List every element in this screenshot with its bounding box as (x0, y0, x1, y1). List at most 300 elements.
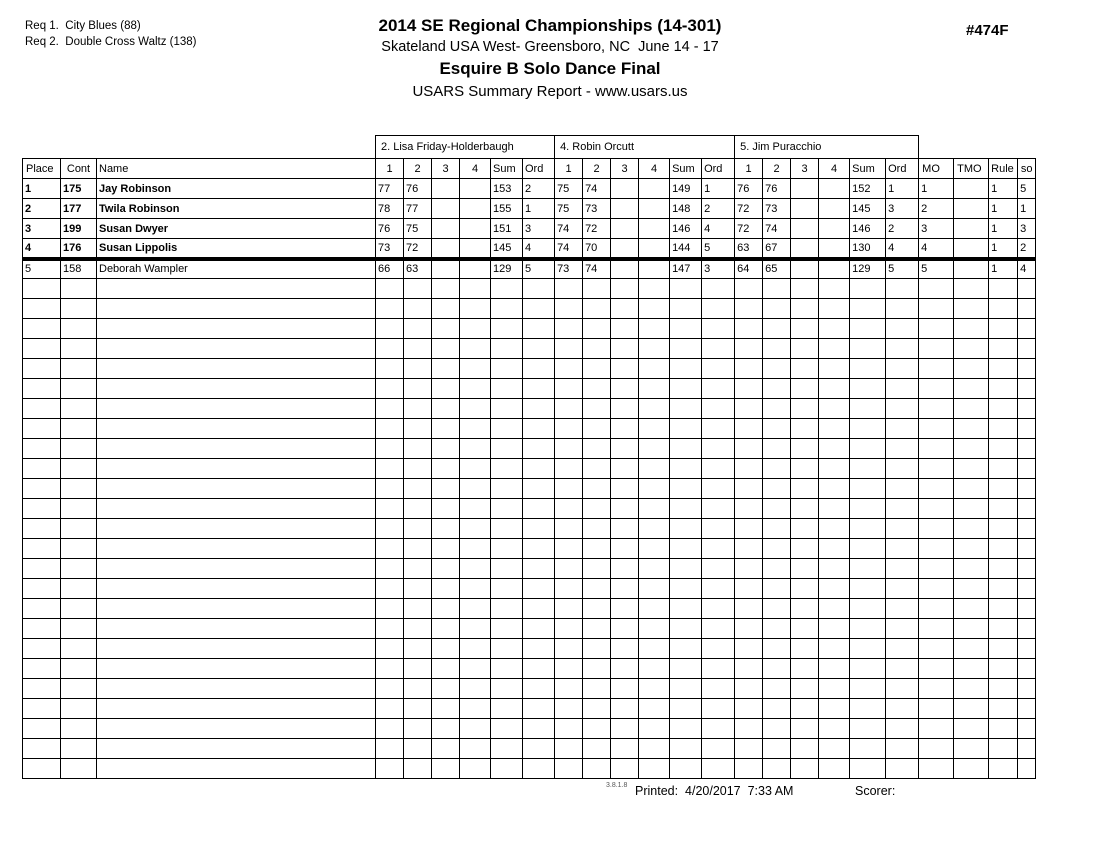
judge3-score1-header: 1 (735, 159, 763, 179)
judge3-score4-cell (819, 479, 850, 499)
so-cell (1018, 579, 1036, 599)
judge2-sum-cell (670, 659, 702, 679)
judge3-score2-cell (763, 719, 791, 739)
judge3-sum-cell: 146 (850, 219, 886, 239)
empty-row (23, 459, 1036, 479)
cont-cell (61, 439, 97, 459)
rule-cell (989, 659, 1018, 679)
name-cell (97, 719, 376, 739)
judge1-score4-cell (460, 279, 491, 299)
judge2-score4-cell (639, 259, 670, 279)
mo-cell (919, 459, 954, 479)
judge3-score1-cell: 72 (735, 219, 763, 239)
judge2-score3-header: 3 (611, 159, 639, 179)
judge3-score1-cell (735, 539, 763, 559)
judge2-score1-cell (555, 579, 583, 599)
judge3-score3-cell (791, 179, 819, 199)
judge3-score2-cell (763, 459, 791, 479)
judge3-sum-cell (850, 399, 886, 419)
judge1-score3-cell (432, 739, 460, 759)
so-cell (1018, 599, 1036, 619)
judge3-sum-cell (850, 299, 886, 319)
judge3-sum-cell (850, 719, 886, 739)
name-cell (97, 739, 376, 759)
judge2-score4-cell (639, 279, 670, 299)
judge2-score1-cell (555, 659, 583, 679)
mo-cell (919, 679, 954, 699)
judge3-score1-cell (735, 319, 763, 339)
judge3-score2-cell: 73 (763, 199, 791, 219)
judge1-score1-cell (376, 759, 404, 779)
judge1-score3-cell (432, 599, 460, 619)
judge2-sum-cell (670, 479, 702, 499)
judge3-score1-cell (735, 679, 763, 699)
judge3-ord-cell: 5 (886, 259, 919, 279)
cont-cell (61, 419, 97, 439)
tmo-cell (954, 179, 989, 199)
judge1-score3-cell (432, 179, 460, 199)
so-cell: 5 (1018, 179, 1036, 199)
judge2-score3-cell (611, 239, 639, 259)
empty-row (23, 539, 1036, 559)
judge2-score4-cell (639, 639, 670, 659)
judge2-score4-cell (639, 459, 670, 479)
judge2-score2-cell (583, 339, 611, 359)
judge1-ord-cell: 4 (523, 239, 555, 259)
judge3-score3-cell (791, 559, 819, 579)
place-cell (23, 299, 61, 319)
judge1-score1-cell (376, 719, 404, 739)
judge3-sum-cell (850, 279, 886, 299)
judge3-score1-cell (735, 619, 763, 639)
judge1-score4-cell (460, 459, 491, 479)
cont-header: Cont (61, 159, 97, 179)
judge2-score3-cell (611, 259, 639, 279)
judge1-score4-cell (460, 239, 491, 259)
judge2-score4-cell (639, 399, 670, 419)
judge2-sum-cell: 148 (670, 199, 702, 219)
judge3-ord-cell (886, 679, 919, 699)
judge1-score4-cell (460, 719, 491, 739)
judge1-score2-cell (404, 379, 432, 399)
judge1-score4-cell (460, 619, 491, 639)
judge2-ord-cell (702, 299, 735, 319)
judge3-score4-header: 4 (819, 159, 850, 179)
judge3-score3-cell (791, 319, 819, 339)
judge1-score3-cell (432, 499, 460, 519)
judge2-score3-cell (611, 719, 639, 739)
judge2-score4-cell (639, 659, 670, 679)
judge1-score2-cell (404, 399, 432, 419)
so-cell (1018, 719, 1036, 739)
judge1-ord-cell (523, 499, 555, 519)
venue-line: Skateland USA West- Greensboro, NC June 14 - 17 (381, 39, 719, 55)
judge2-score2-cell (583, 579, 611, 599)
judge1-sum-cell (491, 419, 523, 439)
judge2-score3-cell (611, 279, 639, 299)
rule-cell (989, 319, 1018, 339)
place-cell (23, 579, 61, 599)
judge1-score4-cell (460, 359, 491, 379)
judge3-ord-cell (886, 419, 919, 439)
name-cell (97, 359, 376, 379)
cont-cell (61, 519, 97, 539)
so-cell: 4 (1018, 259, 1036, 279)
rule-cell (989, 679, 1018, 699)
judge1-sum-cell (491, 299, 523, 319)
judge2-score3-cell (611, 739, 639, 759)
judge2-ord-cell (702, 719, 735, 739)
judge2-score1-cell (555, 639, 583, 659)
judge2-sum-cell (670, 619, 702, 639)
empty-row (23, 639, 1036, 659)
required-dance-2: Req 2. Double Cross Waltz (138) (25, 36, 197, 48)
so-cell: 3 (1018, 219, 1036, 239)
tmo-cell (954, 219, 989, 239)
judge2-ord-cell (702, 519, 735, 539)
judge2-score2-cell (583, 279, 611, 299)
place-cell: 5 (23, 259, 61, 279)
judge2-score2-cell (583, 699, 611, 719)
name-cell (97, 559, 376, 579)
judge2-score1-cell (555, 619, 583, 639)
judge1-sum-cell: 155 (491, 199, 523, 219)
judge1-ord-header: Ord (523, 159, 555, 179)
judge3-sum-cell (850, 339, 886, 359)
judge3-ord-cell (886, 439, 919, 459)
championship-title: 2014 SE Regional Championships (14-301) (378, 16, 722, 35)
judge2-sum-cell (670, 419, 702, 439)
judge3-ord-cell (886, 359, 919, 379)
so-cell (1018, 379, 1036, 399)
judge1-ord-cell (523, 459, 555, 479)
place-cell: 2 (23, 199, 61, 219)
name-cell (97, 319, 376, 339)
judge1-score1-cell (376, 619, 404, 639)
cont-cell (61, 279, 97, 299)
judge1-score1-cell (376, 459, 404, 479)
name-cell (97, 299, 376, 319)
empty-row (23, 319, 1036, 339)
name-cell: Twila Robinson (97, 199, 376, 219)
judge1-ord-cell: 1 (523, 199, 555, 219)
judge2-ord-cell (702, 699, 735, 719)
judge1-sum-cell (491, 499, 523, 519)
rule-cell (989, 339, 1018, 359)
judge2-score2-cell (583, 539, 611, 559)
judge2-ord-cell (702, 359, 735, 379)
judge3-score3-cell (791, 459, 819, 479)
judge3-score4-cell (819, 279, 850, 299)
place-cell: 3 (23, 219, 61, 239)
judge1-score1-cell (376, 319, 404, 339)
place-cell (23, 419, 61, 439)
judge1-score2-cell (404, 739, 432, 759)
tmo-cell (954, 479, 989, 499)
judge1-score1-cell (376, 559, 404, 579)
judge3-score1-cell (735, 519, 763, 539)
judge3-score1-cell (735, 399, 763, 419)
judge1-score2-cell (404, 459, 432, 479)
judge3-sum-cell (850, 659, 886, 679)
judge1-score1-cell (376, 419, 404, 439)
judge2-score2-cell (583, 659, 611, 679)
judge2-ord-cell (702, 339, 735, 359)
place-cell (23, 279, 61, 299)
result-row (23, 219, 1036, 239)
place-cell (23, 339, 61, 359)
judge3-score3-cell (791, 759, 819, 779)
so-cell (1018, 679, 1036, 699)
rule-cell: 1 (989, 219, 1018, 239)
empty-row (23, 359, 1036, 379)
judge1-ord-cell (523, 759, 555, 779)
cont-cell: 177 (61, 199, 97, 219)
judge2-score2-cell (583, 559, 611, 579)
place-cell (23, 719, 61, 739)
judge2-score4-cell (639, 619, 670, 639)
judge1-ord-cell (523, 719, 555, 739)
cont-cell (61, 459, 97, 479)
judge2-sum-cell (670, 639, 702, 659)
tmo-cell (954, 299, 989, 319)
judge1-score3-header: 3 (432, 159, 460, 179)
so-cell (1018, 479, 1036, 499)
judge2-score2-cell (583, 479, 611, 499)
judge2-score1-cell (555, 439, 583, 459)
judge1-ord-cell (523, 299, 555, 319)
judge2-ord-cell: 3 (702, 259, 735, 279)
mo-cell (919, 399, 954, 419)
judge3-ord-cell (886, 379, 919, 399)
place-cell (23, 659, 61, 679)
judge3-score1-cell (735, 659, 763, 679)
judge1-score4-cell (460, 379, 491, 399)
judge3-score3-cell (791, 219, 819, 239)
judge1-score4-cell (460, 219, 491, 239)
judge2-ord-cell (702, 659, 735, 679)
tmo-cell (954, 659, 989, 679)
printed-timestamp: Printed: 4/20/2017 7:33 AM (635, 784, 794, 798)
judge2-score4-cell (639, 539, 670, 559)
name-cell (97, 499, 376, 519)
judge2-score1-cell (555, 599, 583, 619)
rule-cell (989, 619, 1018, 639)
judge3-score3-cell (791, 439, 819, 459)
place-cell (23, 759, 61, 779)
place-cell (23, 639, 61, 659)
judge1-score2-cell (404, 319, 432, 339)
mo-cell: 4 (919, 239, 954, 259)
tmo-cell (954, 759, 989, 779)
judge1-ord-cell (523, 699, 555, 719)
judge3-score2-header: 2 (763, 159, 791, 179)
judge2-score4-cell (639, 499, 670, 519)
judge1-score4-cell (460, 339, 491, 359)
judge2-sum-cell (670, 519, 702, 539)
empty-row (23, 659, 1036, 679)
mo-cell: 2 (919, 199, 954, 219)
so-cell (1018, 459, 1036, 479)
judge2-ord-cell: 2 (702, 199, 735, 219)
name-cell: Jay Robinson (97, 179, 376, 199)
scorer-label: Scorer: (855, 784, 896, 798)
judge2-score2-cell: 72 (583, 219, 611, 239)
judge3-score4-cell (819, 439, 850, 459)
judge2-score4-cell (639, 599, 670, 619)
judge3-ord-cell (886, 399, 919, 419)
results-body (23, 179, 1036, 779)
judge1-ord-cell: 5 (523, 259, 555, 279)
judge1-sum-cell: 145 (491, 239, 523, 259)
judge2-sum-cell: 149 (670, 179, 702, 199)
so-cell (1018, 279, 1036, 299)
tmo-cell (954, 239, 989, 259)
judge2-score3-cell (611, 539, 639, 559)
judge2-score4-cell (639, 339, 670, 359)
judge1-score4-cell (460, 399, 491, 419)
judge1-ord-cell (523, 739, 555, 759)
judge2-score2-cell (583, 679, 611, 699)
judge1-ord-cell (523, 439, 555, 459)
judge3-ord-cell: 1 (886, 179, 919, 199)
judge2-score2-cell (583, 719, 611, 739)
judge2-ord-cell (702, 639, 735, 659)
rule-cell (989, 359, 1018, 379)
results-table (22, 135, 1036, 779)
judge3-score4-cell (819, 619, 850, 639)
judge2-sum-cell (670, 539, 702, 559)
judge2-ord-cell (702, 279, 735, 299)
judge2-score1-cell (555, 699, 583, 719)
judge2-score1-header: 1 (555, 159, 583, 179)
empty-row (23, 579, 1036, 599)
judge2-score4-cell (639, 759, 670, 779)
judge1-score2-cell (404, 759, 432, 779)
judge3-score2-cell (763, 699, 791, 719)
judge1-score1-cell (376, 499, 404, 519)
mo-cell (919, 499, 954, 519)
judge1-sum-cell (491, 559, 523, 579)
judge2-score3-cell (611, 179, 639, 199)
judge3-ord-cell (886, 599, 919, 619)
judge1-score4-cell (460, 699, 491, 719)
name-cell (97, 679, 376, 699)
judge1-score4-cell (460, 739, 491, 759)
judge3-ord-cell (886, 479, 919, 499)
empty-row (23, 519, 1036, 539)
name-cell (97, 639, 376, 659)
judge2-score3-cell (611, 519, 639, 539)
judge3-score2-cell (763, 439, 791, 459)
name-cell (97, 659, 376, 679)
judge3-sum-cell (850, 599, 886, 619)
name-cell (97, 699, 376, 719)
judge2-ord-header: Ord (702, 159, 735, 179)
judge1-score4-cell (460, 599, 491, 619)
place-cell (23, 479, 61, 499)
judge3-score1-cell (735, 499, 763, 519)
judge2-score1-cell (555, 279, 583, 299)
judge1-score2-cell (404, 559, 432, 579)
cont-cell (61, 759, 97, 779)
judge3-score3-header: 3 (791, 159, 819, 179)
rule-cell (989, 519, 1018, 539)
judge3-sum-cell: 130 (850, 239, 886, 259)
so-cell (1018, 499, 1036, 519)
judge2-ord-cell (702, 679, 735, 699)
place-cell (23, 539, 61, 559)
event-number: #474F (966, 22, 1009, 39)
judge1-sum-cell (491, 279, 523, 299)
tmo-cell (954, 599, 989, 619)
judge1-score3-cell (432, 659, 460, 679)
judge1-score3-cell (432, 359, 460, 379)
cont-cell: 158 (61, 259, 97, 279)
judge3-score4-cell (819, 359, 850, 379)
tmo-cell (954, 639, 989, 659)
rule-cell (989, 459, 1018, 479)
rule-cell (989, 539, 1018, 559)
judge3-ord-cell (886, 639, 919, 659)
judge1-ord-cell (523, 559, 555, 579)
cont-cell (61, 599, 97, 619)
judge1-score3-cell (432, 279, 460, 299)
judge3-score1-cell (735, 699, 763, 719)
place-cell (23, 699, 61, 719)
judge1-score2-cell (404, 339, 432, 359)
judge2-score2-header: 2 (583, 159, 611, 179)
judge3-score3-cell (791, 699, 819, 719)
judge1-score2-cell (404, 619, 432, 639)
tmo-cell (954, 439, 989, 459)
judge1-score3-cell (432, 199, 460, 219)
judge2-score3-cell (611, 419, 639, 439)
judge1-score4-cell (460, 679, 491, 699)
judge3-score4-cell (819, 679, 850, 699)
mo-cell (919, 719, 954, 739)
rule-cell: 1 (989, 199, 1018, 219)
empty-row (23, 559, 1036, 579)
judge3-sum-cell (850, 579, 886, 599)
judge2-sum-cell (670, 439, 702, 459)
mo-cell (919, 619, 954, 639)
judge3-score2-cell (763, 759, 791, 779)
judge3-sum-cell: 152 (850, 179, 886, 199)
judge1-score1-cell: 78 (376, 199, 404, 219)
judge3-score2-cell (763, 539, 791, 559)
judge1-score2-cell (404, 659, 432, 679)
judge3-score2-cell (763, 379, 791, 399)
name-cell (97, 579, 376, 599)
judge1-score2-cell (404, 479, 432, 499)
judge1-ord-cell (523, 279, 555, 299)
judge2-ord-cell (702, 479, 735, 499)
judge3-sum-cell: 145 (850, 199, 886, 219)
judge2-score4-cell (639, 559, 670, 579)
name-cell (97, 279, 376, 299)
place-cell (23, 359, 61, 379)
judge3-ord-cell (886, 459, 919, 479)
judge2-score2-cell (583, 299, 611, 319)
result-row (23, 199, 1036, 219)
judge1-score3-cell (432, 419, 460, 439)
judge1-score4-cell (460, 259, 491, 279)
judge2-sum-cell (670, 719, 702, 739)
judge3-score4-cell (819, 239, 850, 259)
judge2-score1-cell (555, 479, 583, 499)
name-cell (97, 599, 376, 619)
